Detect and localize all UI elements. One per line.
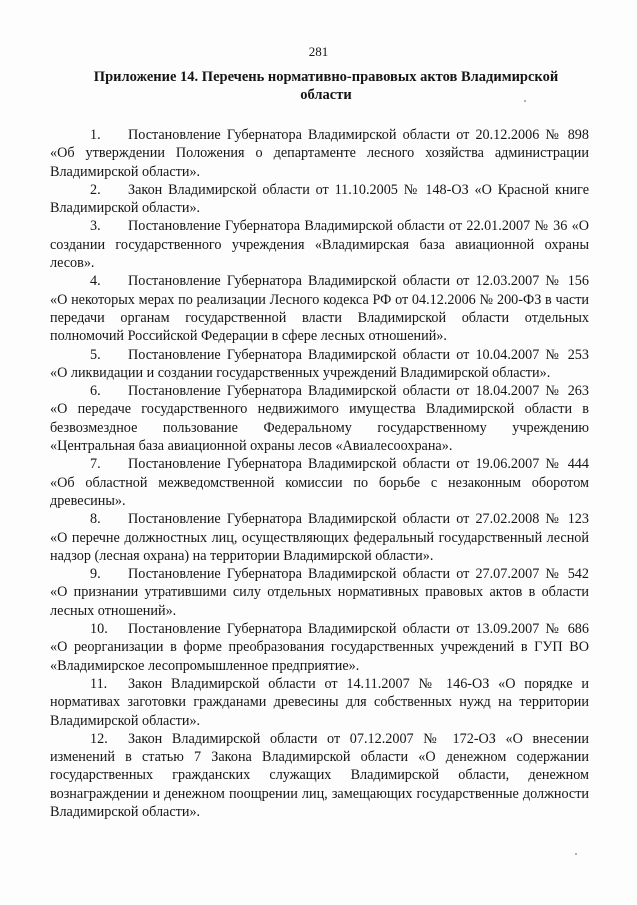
list-item [50,181,589,218]
list-item-text: Закон Владимирской области от 11.10.2005 № 148-ОЗ «О Красной книге Владимирской области». [50,181,589,217]
list-item-number: 6. [90,383,101,400]
list-item-text: Постановление Губернатора Владимирской области от 27.07.2007 № 542 «О признании утратившими силу отдельных нормативных правовых актов в области лесных отношений». [50,566,589,619]
list-item [50,675,589,730]
list-item-text: Постановление Губернатора Владимирской области от 20.12.2006 № 898 «Об утверждении Положения о департаменте лесного хозяйства администрации Владимирской области». [50,127,589,180]
list-item-text: Постановление Губернатора Владимирской области от 10.04.2007 № 253 «О ликвидации и создании государственных учреждений Владимирской области». [50,346,589,381]
list-item-number: 7. [90,456,101,473]
list-item-number: 10. [90,621,108,638]
list-item-number: 5. [90,346,101,363]
list-item [50,217,589,272]
page-title-line-1: Приложение 14. Перечень нормативно-правовых актов Владимирской [93,69,559,85]
list-item-number: 4. [90,273,101,290]
list-item-text: Постановление Губернатора Владимирской области от 27.02.2008 № 123 «О перечне должностных лиц, осуществляющих федеральный государственный лесной надзор (лесная охрана) на территории Владимирской области». [50,511,589,564]
list-item [50,382,589,455]
list-item [50,565,589,620]
list-item-number: 8. [90,511,101,528]
list-item-number: 3. [90,218,101,235]
list-item [50,620,589,675]
list-item-number: 2. [90,181,101,198]
list-item-text: Закон Владимирской области от 07.12.2007 № 172-ОЗ «О внесении изменений в статью 7 Закона Владимирской области «О денежном содержании государственных гражданских служащих Владимирской области, денежном вознаграждении и денежном поощрении лиц, замещающих государственные должности Владимирской области». [50,730,589,820]
list-item-text: Закон Владимирской области от 14.11.2007 № 146-ОЗ «О порядке и нормативах заготовки гражданами древесины для собственных нужд на территории Владимирской области». [50,675,589,729]
page-title-line-2: области [300,87,352,103]
page-number: 281 [308,44,329,59]
list-item-number: 1. [90,127,101,143]
list-item [50,730,589,821]
list-item-number: 9. [90,566,101,583]
list-item [50,455,589,510]
list-item-text: Постановление Губернатора Владимирской области от 18.04.2007 № 263 «О передаче государственного недвижимого имущества Владимирской области в безвозмездное пользование Федеральному государственному учреждению «Центральная база авиационной охраны лесов «Авиалесоохрана». [50,383,589,455]
list-item-text: Постановление Губернатора Владимирской области от 19.06.2007 № 444 «Об областной межведомственной комиссии по борьбе с незаконным оборотом древесины». [50,456,589,509]
list-item [50,272,589,345]
list-item [50,126,589,181]
scan-speck [524,100,526,102]
list-item [50,510,589,565]
legal-acts-list [50,126,589,821]
list-item-number: 12. [90,730,108,747]
list-item-number: 11. [90,675,108,692]
scan-speck [575,853,577,855]
list-item-text: Постановление Губернатора Владимирской области от 22.01.2007 № 36 «О создании государственного учреждения «Владимирская база авиационной охраны лесов». [50,218,589,272]
page-title [76,68,576,104]
list-item-text: Постановление Губернатора Владимирской области от 12.03.2007 № 156 «О некоторых мерах по реализации Лесного кодекса РФ от 04.12.2006 № 200-ФЗ в части передачи органам государственной власти Владимирской области отдельных полномочий Российской Федерации в сфере лесных отношений». [50,273,589,345]
list-item-text: Постановление Губернатора Владимирской области от 13.09.2007 № 686 «О реорганизации в форме преобразования государственных учреждений в ГУП ВО «Владимирское лесопромышленное предприятие». [50,621,589,674]
list-item [50,346,589,383]
